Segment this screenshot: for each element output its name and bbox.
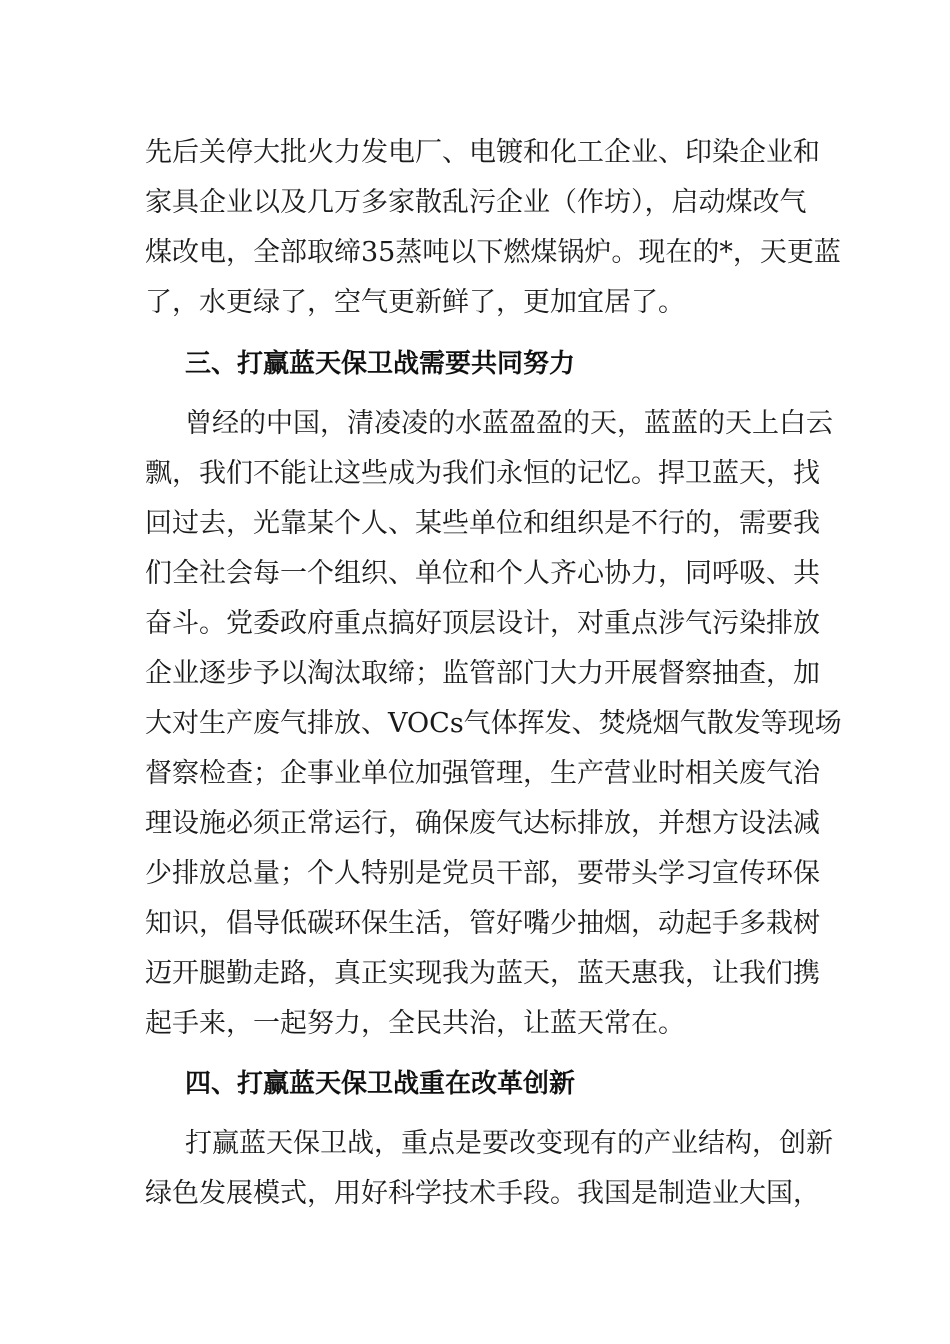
text-line: 迈开腿勤走路，真正实现我为蓝天，蓝天惠我，让我们携 bbox=[145, 958, 820, 989]
text-line: 煤改电，全部取缔35蒸吨以下燃煤锅炉。现在的*，天更蓝 bbox=[145, 237, 841, 268]
text-line: 少排放总量；个人特别是党员干部，要带头学习宣传环保 bbox=[145, 858, 820, 889]
text-line: 大对生产废气排放、VOCs气体挥发、焚烧烟气散发等现场 bbox=[145, 708, 842, 739]
text-line: 企业逐步予以淘汰取缔；监管部门大力开展督察抽查，加 bbox=[145, 658, 820, 689]
text-line: 了，水更绿了，空气更新鲜了，更加宜居了。 bbox=[145, 287, 685, 318]
text-line: 曾经的中国，清凌凌的水蓝盈盈的天，蓝蓝的天上白云 bbox=[185, 408, 833, 439]
text-line: 绿色发展模式，用好科学技术手段。我国是制造业大国， bbox=[145, 1178, 820, 1209]
text-line: 回过去，光靠某个人、某些单位和组织是不行的，需要我 bbox=[145, 508, 820, 539]
text-line: 奋斗。党委政府重点搞好顶层设计，对重点涉气污染排放 bbox=[145, 608, 820, 639]
text-line: 起手来，一起努力，全民共治，让蓝天常在。 bbox=[145, 1008, 685, 1039]
text-line: 知识，倡导低碳环保生活，管好嘴少抽烟，动起手多栽树 bbox=[145, 908, 820, 939]
section-heading-3: 三、打赢蓝天保卫战需要共同努力 bbox=[185, 349, 576, 379]
text-line: 理设施必须正常运行，确保废气达标排放，并想方设法减 bbox=[145, 808, 820, 839]
text-line: 飘，我们不能让这些成为我们永恒的记忆。捍卫蓝天，找 bbox=[145, 458, 820, 489]
section-heading-4: 四、打赢蓝天保卫战重在改革创新 bbox=[185, 1069, 576, 1099]
text-line: 家具企业以及几万多家散乱污企业（作坊），启动煤改气 bbox=[145, 187, 807, 218]
text-line: 打赢蓝天保卫战，重点是要改变现有的产业结构，创新 bbox=[185, 1128, 833, 1159]
text-line: 督察检查；企事业单位加强管理，生产营业时相关废气治 bbox=[145, 758, 820, 789]
text-line: 们全社会每一个组织、单位和个人齐心协力，同呼吸、共 bbox=[145, 558, 820, 589]
text-line: 先后关停大批火力发电厂、电镀和化工企业、印染企业和 bbox=[145, 137, 820, 168]
